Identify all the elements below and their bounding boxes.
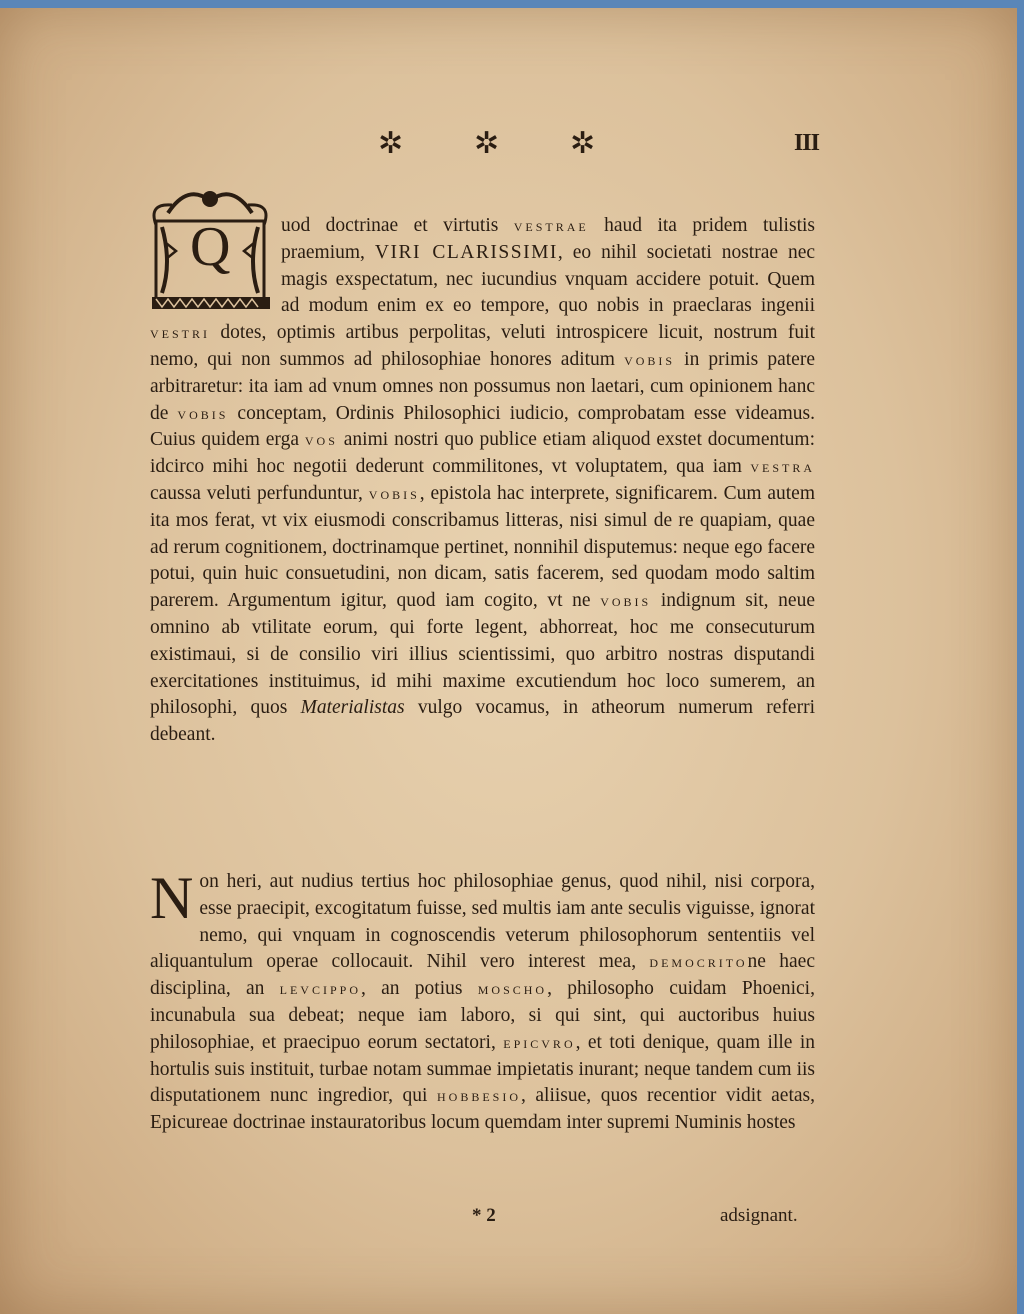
text-span: , et toti denique, quam ille in hortulis suis instituit, turbae notam summae impietatis inurant; neque tandem cum iis disputationem nunc ingredior, qui	[150, 1031, 816, 1107]
running-head	[0, 126, 1017, 166]
caps-span: VIRI CLARISSIMI	[374, 241, 558, 263]
initial-letter-q: Q	[190, 216, 231, 278]
small-caps-span: epicvro	[503, 1032, 576, 1052]
text-span: animi nostri quo publice etiam aliquod exstet documentum: idcirco mihi hoc negotii dederunt commilitones, vt voluptatem, qua iam	[150, 429, 815, 478]
text-span: caussa veluti perfunduntur,	[150, 482, 369, 504]
page-number: III	[793, 130, 819, 156]
text-span: vulgo vocamus, in atheorum numerum referri debeant.	[150, 697, 815, 746]
text-span: conceptam, Ordinis Philosophici iudicio, comprobatam esse videamus. Cuius quidem erga	[150, 402, 816, 451]
small-caps-span: vestra	[750, 457, 815, 477]
text-span: indignum sit, neue omnino ab vtilitate eorum, qui forte legent, abhorreat, hoc me consecuturum existimaui, si de consilio viri illius scientissimi, quo arbitro nostras disputandi exercitationes instituimus, id mihi maxime excutiendum hoc loco sumerem, an philosophi, quos	[150, 590, 815, 719]
small-caps-span: vobis	[600, 591, 652, 611]
paragraph-1	[150, 213, 815, 749]
small-caps-span: hobbesio	[436, 1086, 521, 1106]
text-span: , epistola hac interprete, significarem. Cum autem ita mos ferat, vt vix eiusmodi conscribamus litteras, nisi simul de re quapiam, quae ad rerum cognitionem, doctrinamque pertinet, nonnihil disputemus: neque ego facere potui, quin huic consuetudini, non dicam, satis facerem, sed quodam modo saltim parerem. Argumentum igitur, quod iam cogito, vt ne	[150, 482, 816, 612]
text-span: haud ita pridem tulistis praemium,	[281, 215, 815, 263]
paragraph-2	[150, 865, 816, 1137]
small-caps-span: vobis	[368, 483, 420, 503]
small-caps-span: vestrae	[513, 216, 589, 235]
book-page	[0, 8, 1017, 1314]
text-span: , eo nihil societati nostrae nec magis exspectatum, nec iucundius vnquam accidere potuit. Quem ad modum enim ex eo tempore, quo nobis in praeclaras ingenii	[281, 241, 815, 317]
star-ornament-icon: ✲	[378, 127, 404, 160]
ornate-initial	[148, 183, 273, 315]
signature-mark: * 2	[472, 1205, 496, 1226]
small-caps-span: levcippo	[279, 979, 361, 999]
small-caps-span: moscho	[477, 979, 548, 999]
italic-span: Materialistas	[300, 697, 405, 719]
text-span: , philosopho cuidam Phoenici, incunabula sua debeat; neque iam laboro, si qui sint, qui auctoribus huius philosophiae, et praecipuo eorum sectatori,	[150, 978, 815, 1053]
text-span: , aliisue, quos recentior vidit aetas, Epicureae doctrinae instauratoribus locum quemdam inter supremi Numinis hostes	[150, 1085, 815, 1134]
text-span: on heri, aut nudius tertius hoc philosophiae genus, quod nihil, nisi corpora, esse praecipit, excogitatum fuisse, sed multis iam ante seculis viguisse, ignorat nemo, qui vnquam in cognoscendis veterum philosophorum sententiis vel aliquantulum operae collocauit. Nihil vero interest mea,	[150, 871, 815, 973]
small-caps-span: vobis	[177, 403, 229, 423]
small-caps-span: vestri	[150, 323, 210, 343]
small-caps-span: vobis	[624, 349, 676, 369]
ornament-stars	[378, 126, 666, 161]
small-caps-span: vos	[304, 430, 338, 450]
small-caps-span: democrito	[649, 952, 748, 972]
text-span: in primis patere arbitraretur: ita iam ad vnum omnes non possumus non laetari, cum opinionem hanc de	[150, 348, 815, 424]
text-span: ne haec disciplina, an	[150, 951, 815, 1000]
page-footer	[0, 1205, 1017, 1235]
text-span: , an potius	[360, 978, 478, 1000]
star-ornament-icon: ✲	[570, 127, 596, 160]
star-ornament-icon: ✲	[474, 127, 500, 160]
initial-letter-n: N	[150, 865, 194, 931]
text-span: uod doctrinae et virtutis	[281, 215, 514, 236]
text-span: dotes, optimis artibus perpolitas, veluti introspicere licuit, nostrum fuit nemo, qui non summos ad philosophiae honores aditum	[150, 322, 815, 370]
catchword: adsignant.	[720, 1205, 798, 1226]
